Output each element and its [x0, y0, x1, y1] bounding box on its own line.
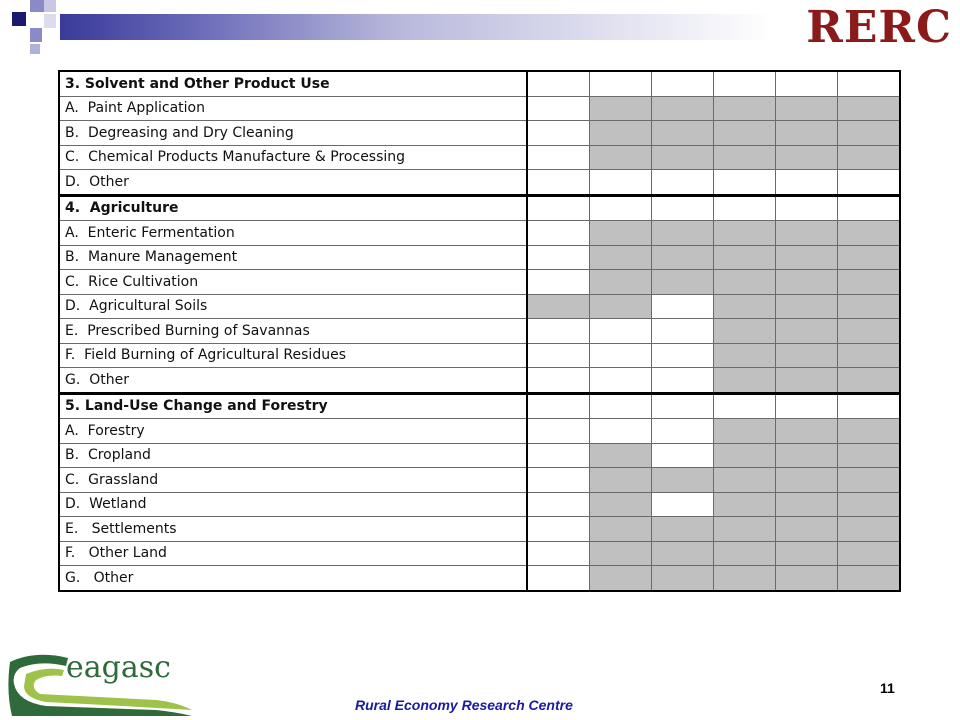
shaded-cell: [590, 294, 652, 319]
row-label: B. Degreasing and Dry Cleaning: [59, 121, 527, 146]
empty-cell: [652, 368, 714, 394]
empty-cell: [527, 121, 590, 146]
shaded-cell: [714, 294, 776, 319]
shaded-cell: [838, 221, 901, 246]
decor-square: [30, 44, 40, 54]
page-number: 11: [880, 680, 895, 696]
shaded-cell: [714, 343, 776, 368]
shaded-cell: [714, 145, 776, 170]
decor-square: [44, 0, 56, 12]
table-body: [59, 71, 900, 591]
empty-cell: [527, 443, 590, 468]
shaded-cell: [838, 121, 901, 146]
empty-cell: [776, 393, 838, 419]
table-row: [59, 492, 900, 517]
decor-square: [44, 14, 56, 28]
row-label: A. Enteric Fermentation: [59, 221, 527, 246]
emissions-category-table: [58, 70, 901, 592]
empty-cell: [838, 170, 901, 196]
shaded-cell: [776, 343, 838, 368]
empty-cell: [527, 270, 590, 295]
empty-cell: [652, 294, 714, 319]
shaded-cell: [590, 145, 652, 170]
shaded-cell: [838, 566, 901, 591]
shaded-cell: [590, 121, 652, 146]
shaded-cell: [776, 541, 838, 566]
footer-centre-name: Rural Economy Research Centre: [355, 697, 573, 713]
empty-cell: [776, 170, 838, 196]
shaded-cell: [590, 221, 652, 246]
shaded-cell: [714, 121, 776, 146]
shaded-cell: [527, 294, 590, 319]
shaded-cell: [652, 121, 714, 146]
shaded-cell: [838, 294, 901, 319]
shaded-cell: [590, 541, 652, 566]
empty-cell: [838, 195, 901, 221]
table-row: [59, 368, 900, 394]
shaded-cell: [776, 566, 838, 591]
shaded-cell: [714, 270, 776, 295]
row-label: D. Other: [59, 170, 527, 196]
table-row: [59, 145, 900, 170]
table-row: [59, 245, 900, 270]
empty-cell: [714, 170, 776, 196]
table-row: [59, 170, 900, 196]
shaded-cell: [652, 541, 714, 566]
shaded-cell: [714, 566, 776, 591]
row-label: D. Agricultural Soils: [59, 294, 527, 319]
empty-cell: [652, 393, 714, 419]
shaded-cell: [838, 419, 901, 444]
empty-cell: [652, 443, 714, 468]
empty-cell: [527, 468, 590, 493]
table-row: [59, 566, 900, 591]
shaded-cell: [590, 443, 652, 468]
section-header-row: [59, 195, 900, 221]
rerc-logo: RERC: [806, 2, 952, 53]
shaded-cell: [838, 270, 901, 295]
row-label: A. Forestry: [59, 419, 527, 444]
shaded-cell: [776, 517, 838, 542]
shaded-cell: [714, 443, 776, 468]
row-label: D. Wetland: [59, 492, 527, 517]
shaded-cell: [590, 492, 652, 517]
empty-cell: [838, 71, 901, 96]
empty-cell: [527, 393, 590, 419]
shaded-cell: [590, 566, 652, 591]
header-bar: [60, 14, 810, 40]
table-row: [59, 319, 900, 344]
empty-cell: [652, 71, 714, 96]
empty-cell: [652, 170, 714, 196]
shaded-cell: [714, 221, 776, 246]
shaded-cell: [652, 270, 714, 295]
shaded-cell: [652, 566, 714, 591]
shaded-cell: [776, 121, 838, 146]
section-label: 3. Solvent and Other Product Use: [59, 71, 527, 96]
shaded-cell: [590, 517, 652, 542]
table-row: [59, 419, 900, 444]
shaded-cell: [714, 245, 776, 270]
empty-cell: [527, 71, 590, 96]
shaded-cell: [776, 492, 838, 517]
empty-cell: [527, 221, 590, 246]
empty-cell: [527, 517, 590, 542]
table-row: [59, 541, 900, 566]
row-label: C. Chemical Products Manufacture & Processing: [59, 145, 527, 170]
shaded-cell: [714, 368, 776, 394]
shaded-cell: [838, 96, 901, 121]
teagasc-wordmark: eagasc: [66, 650, 171, 685]
empty-cell: [527, 245, 590, 270]
shaded-cell: [714, 319, 776, 344]
table-row: [59, 517, 900, 542]
empty-cell: [714, 393, 776, 419]
empty-cell: [527, 419, 590, 444]
table-row: [59, 294, 900, 319]
row-label: G. Other: [59, 368, 527, 394]
shaded-cell: [714, 517, 776, 542]
empty-cell: [527, 170, 590, 196]
row-label: G. Other: [59, 566, 527, 591]
row-label: F. Field Burning of Agricultural Residues: [59, 343, 527, 368]
table-row: [59, 443, 900, 468]
shaded-cell: [838, 468, 901, 493]
shaded-cell: [776, 145, 838, 170]
shaded-cell: [838, 492, 901, 517]
empty-cell: [527, 145, 590, 170]
shaded-cell: [776, 419, 838, 444]
shaded-cell: [838, 517, 901, 542]
empty-cell: [652, 319, 714, 344]
row-label: C. Grassland: [59, 468, 527, 493]
empty-cell: [527, 368, 590, 394]
row-label: E. Prescribed Burning of Savannas: [59, 319, 527, 344]
shaded-cell: [714, 468, 776, 493]
empty-cell: [590, 343, 652, 368]
shaded-cell: [776, 368, 838, 394]
row-label: E. Settlements: [59, 517, 527, 542]
table-row: [59, 270, 900, 295]
shaded-cell: [776, 443, 838, 468]
shaded-cell: [652, 468, 714, 493]
decor-square: [12, 12, 26, 26]
shaded-cell: [652, 221, 714, 246]
shaded-cell: [776, 319, 838, 344]
shaded-cell: [590, 96, 652, 121]
empty-cell: [714, 195, 776, 221]
empty-cell: [590, 170, 652, 196]
empty-cell: [527, 195, 590, 221]
section-header-row: [59, 71, 900, 96]
table-row: [59, 221, 900, 246]
shaded-cell: [714, 492, 776, 517]
shaded-cell: [590, 270, 652, 295]
empty-cell: [527, 566, 590, 591]
shaded-cell: [776, 245, 838, 270]
shaded-cell: [652, 245, 714, 270]
empty-cell: [652, 343, 714, 368]
section-label: 5. Land-Use Change and Forestry: [59, 393, 527, 419]
empty-cell: [527, 492, 590, 517]
shaded-cell: [838, 368, 901, 394]
decor-square: [30, 0, 44, 12]
empty-cell: [776, 71, 838, 96]
empty-cell: [590, 393, 652, 419]
shaded-cell: [776, 294, 838, 319]
shaded-cell: [652, 517, 714, 542]
section-label: 4. Agriculture: [59, 195, 527, 221]
empty-cell: [776, 195, 838, 221]
empty-cell: [527, 541, 590, 566]
empty-cell: [590, 195, 652, 221]
row-label: B. Manure Management: [59, 245, 527, 270]
empty-cell: [527, 319, 590, 344]
row-label: C. Rice Cultivation: [59, 270, 527, 295]
empty-cell: [714, 71, 776, 96]
empty-cell: [652, 195, 714, 221]
empty-cell: [652, 419, 714, 444]
shaded-cell: [714, 419, 776, 444]
shaded-cell: [652, 96, 714, 121]
empty-cell: [838, 393, 901, 419]
shaded-cell: [838, 145, 901, 170]
table-row: [59, 468, 900, 493]
shaded-cell: [776, 270, 838, 295]
empty-cell: [527, 343, 590, 368]
shaded-cell: [590, 468, 652, 493]
section-header-row: [59, 393, 900, 419]
shaded-cell: [838, 319, 901, 344]
empty-cell: [590, 368, 652, 394]
table-row: [59, 96, 900, 121]
shaded-cell: [838, 343, 901, 368]
shaded-cell: [776, 221, 838, 246]
shaded-cell: [838, 541, 901, 566]
row-label: A. Paint Application: [59, 96, 527, 121]
shaded-cell: [838, 245, 901, 270]
empty-cell: [590, 419, 652, 444]
shaded-cell: [776, 96, 838, 121]
decor-square: [30, 28, 42, 42]
shaded-cell: [838, 443, 901, 468]
shaded-cell: [714, 96, 776, 121]
empty-cell: [652, 492, 714, 517]
table-row: [59, 121, 900, 146]
row-label: F. Other Land: [59, 541, 527, 566]
shaded-cell: [714, 541, 776, 566]
shaded-cell: [776, 468, 838, 493]
empty-cell: [527, 96, 590, 121]
empty-cell: [590, 71, 652, 96]
row-label: B. Cropland: [59, 443, 527, 468]
table-row: [59, 343, 900, 368]
empty-cell: [590, 319, 652, 344]
shaded-cell: [652, 145, 714, 170]
shaded-cell: [590, 245, 652, 270]
